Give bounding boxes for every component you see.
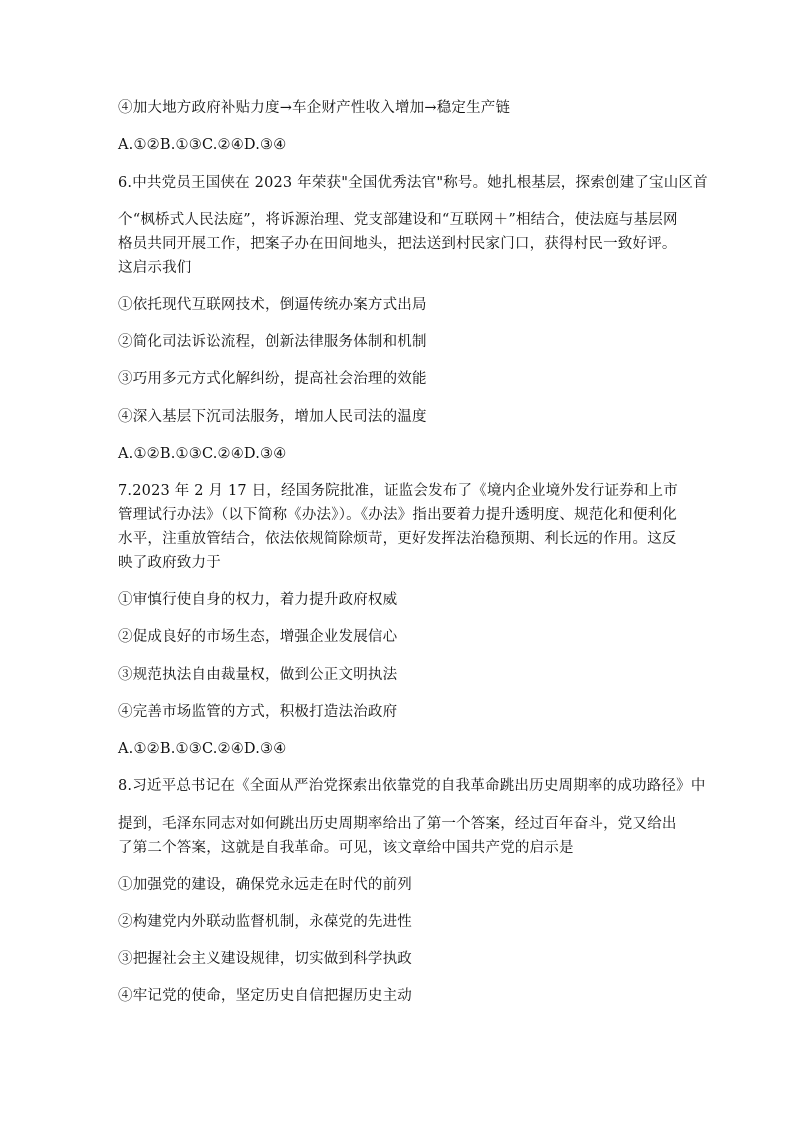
q6-option-1: ①依托现代互联网技术，倒逼传统办案方式出局 <box>118 297 427 313</box>
q8-option-1: ①加强党的建设，确保党永远走在时代的前列 <box>118 877 412 893</box>
q8-option-2: ②构建党内外联动监督机制，永葆党的先进性 <box>118 914 412 930</box>
q6-stem-rest: 个“枫桥式人民法庭”，将诉源治理、党支部建设和“互联网＋”相结合，使法庭与基层网格员共同开展工作，把案子办在田间地头，把法送到村民家门口，获得村民一致好评。这启示我们 <box>118 212 678 276</box>
q7-option-3: ③规范执法自由裁量权，做到公正文明执法 <box>118 667 398 683</box>
q7-answer-choices: A.①②B.①③C.②④D.③④ <box>118 741 287 757</box>
q5-option-4: ④加大地方政府补贴力度→车企财产性收入增加→稳定生产链 <box>118 100 511 116</box>
q6-option-3: ③巧用多元方式化解纠纷，提高社会治理的效能 <box>118 371 427 387</box>
q8-stem-rest: 提到，毛泽东同志对如何跳出历史周期率给出了第一个答案，经过百年奋斗，党又给出了第二个答案，这就是自我革命。可见，该文章给中国共产党的启示是 <box>118 816 677 856</box>
q6-stem-line1: 6.中共党员王国侠在 2023 年荣获"全国优秀法官"称号。她扎根基层，探索创建了宝山区首 <box>118 175 708 191</box>
q6-option-4: ④深入基层下沉司法服务，增加人民司法的温度 <box>118 409 427 425</box>
q8-option-4: ④牢记党的使命，坚定历史自信把握历史主动 <box>118 988 412 1004</box>
q5-answer-choices: A.①②B.①③C.②④D.③④ <box>118 137 287 153</box>
q8-option-3: ③把握社会主义建设规律，切实做到科学执政 <box>118 951 412 967</box>
q6-option-2: ②简化司法诉讼流程，创新法律服务体制和机制 <box>118 334 427 350</box>
q7-option-2: ②促成良好的市场生态，增强企业发展信心 <box>118 629 398 645</box>
q6-answer-choices: A.①②B.①③C.②④D.③④ <box>118 446 287 462</box>
q7-stem: 7.2023 年 2 月 17 日，经国务院批准，证监会发布了《境内企业境外发行证券和上市管理试行办法》（以下简称《办法》）。《办法》指出要着力提升透明度、规范化和便利化水平，注重放管结合，依法依规简除烦苛，更好发挥法治稳预期、利长远的作用。这反映了政府致力于 <box>118 483 678 571</box>
q7-option-1: ①审慎行使自身的权力，着力提升政府权威 <box>118 592 398 608</box>
q7-option-4: ④完善市场监管的方式，积极打造法治政府 <box>118 704 398 720</box>
q8-stem-line1: 8.习近平总书记在《全面从严治党探索出依靠党的自我革命跳出历史周期率的成功路径》中 <box>118 778 706 794</box>
